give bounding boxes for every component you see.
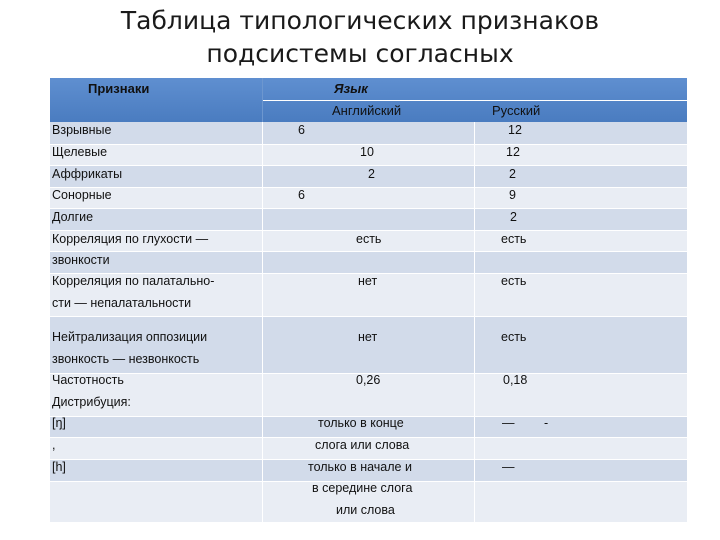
row-band <box>50 208 687 230</box>
english-value: только в начале и <box>308 460 412 474</box>
english-value: 2 <box>368 167 375 181</box>
row-band <box>50 251 687 273</box>
title-line-2: подсистемы согласных <box>206 39 514 68</box>
row-divider <box>50 251 687 252</box>
row-label: [ŋ] <box>52 416 66 430</box>
row-label: Дистрибуция: <box>52 395 131 409</box>
table-header <box>50 78 687 122</box>
row-label: Взрывные <box>52 123 112 137</box>
russian-value: — <box>502 460 515 474</box>
row-band <box>50 122 687 144</box>
english-value: нет <box>358 274 378 288</box>
row-label: Частотность <box>52 373 124 387</box>
title-line-1: Таблица типологических признаков <box>120 6 600 35</box>
english-value: нет <box>358 330 378 344</box>
row-label: Сонорные <box>52 188 112 202</box>
header-column-divider <box>262 78 263 122</box>
row-label: сти — непалатальности <box>52 296 192 310</box>
row-divider <box>50 316 687 317</box>
russian-value: 12 <box>508 123 522 137</box>
header-language: Язык <box>334 81 368 96</box>
row-label: Долгие <box>52 210 94 224</box>
english-value: 0,26 <box>356 373 381 387</box>
russian-extra-mark: - <box>544 416 549 430</box>
english-value: 10 <box>360 145 374 159</box>
russian-value: 9 <box>509 188 516 202</box>
slide-title <box>0 4 720 70</box>
row-label: Щелевые <box>52 145 108 159</box>
row-label: звонкость — незвонкость <box>52 352 200 366</box>
header-features: Признаки <box>88 81 150 96</box>
row-divider <box>50 208 687 209</box>
russian-value: — <box>502 416 515 430</box>
russian-value: 2 <box>510 210 517 224</box>
english-value: в середине слога <box>312 481 413 495</box>
russian-value: есть <box>501 274 527 288</box>
row-label: [h] <box>52 460 66 474</box>
row-label: , <box>52 438 56 452</box>
row-label: Аффрикаты <box>52 167 123 181</box>
column-divider <box>262 122 263 522</box>
header-english: Английский <box>332 103 402 118</box>
russian-value: 2 <box>509 167 516 181</box>
row-label: Корреляция по палатально- <box>52 274 215 288</box>
row-label: звонкости <box>52 253 110 267</box>
typology-table <box>50 78 687 522</box>
russian-value: есть <box>501 330 527 344</box>
row-label: Нейтрализация оппозиции <box>52 330 208 344</box>
english-value: только в конце <box>318 416 404 430</box>
english-value: 6 <box>298 188 305 202</box>
english-value: слога или слова <box>315 438 410 452</box>
russian-value: 0,18 <box>503 373 528 387</box>
row-band <box>50 187 687 208</box>
russian-value: есть <box>501 232 527 246</box>
header-divider <box>262 100 687 101</box>
english-value: или слова <box>336 503 395 517</box>
row-label: Корреляция по глухости — <box>52 232 209 246</box>
russian-value: 12 <box>506 145 520 159</box>
header-russian: Русский <box>492 103 541 118</box>
row-divider <box>50 187 687 188</box>
column-divider <box>474 122 475 522</box>
english-value: 6 <box>298 123 305 137</box>
english-value: есть <box>356 232 382 246</box>
